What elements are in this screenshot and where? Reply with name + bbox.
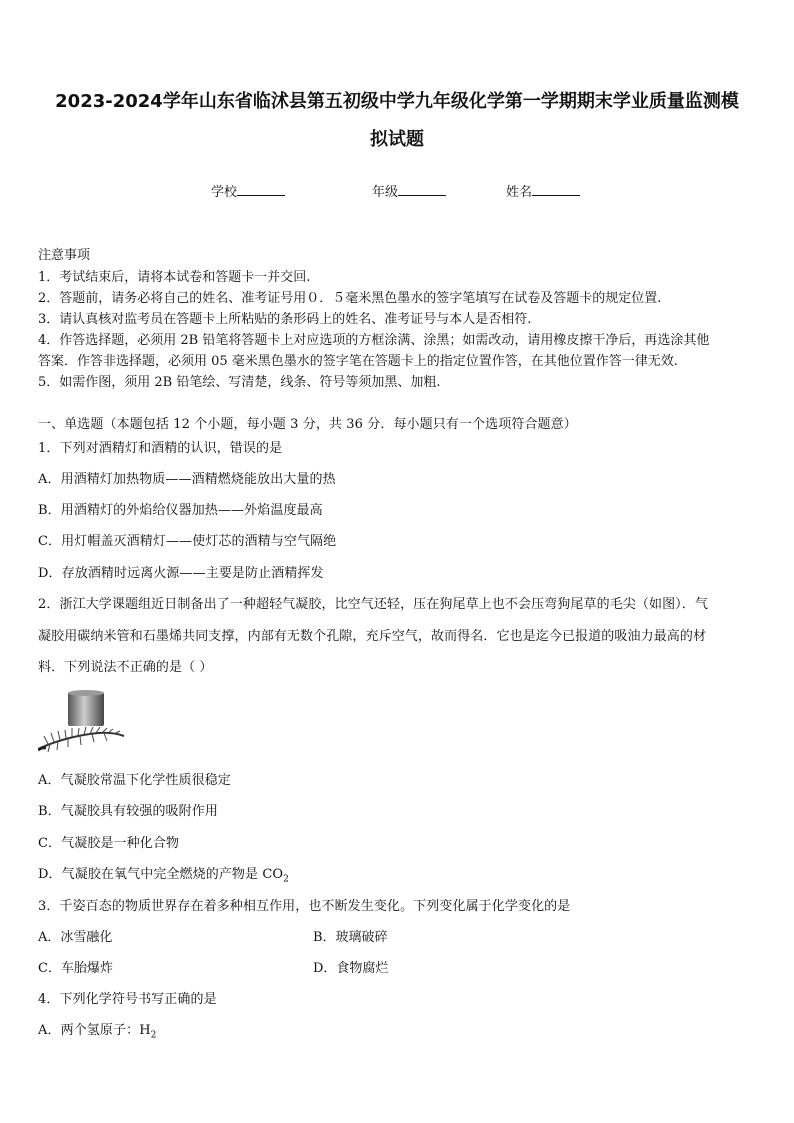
q1-option-d: D．存放酒精时远离火源——主要是防止酒精挥发 xyxy=(38,566,324,581)
q1-option-b: B．用酒精灯的外焰给仪器加热——外焰温度最高 xyxy=(38,503,323,518)
q2-option-d xyxy=(38,863,289,885)
grade-label: 年级 xyxy=(372,185,399,200)
q2-stem-line1: 2．浙江大学课题组近日制备出了一种超轻气凝胶，比空气还轻，压在狗尾草上也不会压弯狗尾草的毛尖（如图）．气 xyxy=(38,597,708,612)
q3-option-a: A．冰雪融化 xyxy=(38,930,113,945)
q2-stem-line2: 凝胶用碳纳米管和石墨烯共同支撑，内部有无数个孔隙，充斥空气，故而得名．它也是迄今已报道的吸油力最高的材 xyxy=(38,629,707,644)
q4-option-a xyxy=(38,1019,156,1041)
notice-item-4: 4．作答选择题，必须用 2B 铅笔将答题卡上对应选项的方框涂满、涂黑；如需改动，请用橡皮擦干净后，再选涂其他 xyxy=(38,333,710,348)
grade-field xyxy=(372,181,446,200)
notice-item-4-cont: 答案．作答非选择题，必须用 05 毫米黑色墨水的签字笔在答题卡上的指定位置作答，在其他位置作答一律无效. xyxy=(38,354,678,369)
q2-stem-line3: 料．下列说法不正确的是（ ） xyxy=(38,660,213,675)
section-heading: 一、单选题（本题包括 12 个小题，每小题 3 分，共 36 分．每小题只有一个选项符合题意） xyxy=(38,417,577,432)
school-blank[interactable] xyxy=(237,183,285,196)
name-blank[interactable] xyxy=(532,183,580,196)
notice-item-2: 2．答题前，请务必将自己的姓名、准考证号用０．５毫米黑色墨水的签字笔填写在试卷及答题卡的规定位置. xyxy=(38,291,662,306)
notice-heading: 注意事项 xyxy=(38,248,91,263)
q3-stem: 3．千姿百态的物质世界存在着多种相互作用，也不断发生变化。下列变化属于化学变化的是 xyxy=(38,899,571,914)
school-field xyxy=(211,181,285,200)
q2-option-b: B．气凝胶具有较强的吸附作用 xyxy=(38,804,218,819)
q4-option-a-text: A．两个氢原子：H xyxy=(38,1023,151,1038)
notice-item-3: 3．请认真核对监考员在答题卡上所粘贴的条形码上的姓名、准考证号与本人是否相符. xyxy=(38,312,532,327)
grade-blank[interactable] xyxy=(398,183,446,196)
q1-option-c: C．用灯帽盖灭酒精灯——使灯芯的酒精与空气隔绝 xyxy=(38,534,337,549)
q4-option-a-subscript: 2 xyxy=(150,1030,157,1041)
q1-option-a: A．用酒精灯加热物质——酒精燃烧能放出大量的热 xyxy=(38,472,336,487)
name-field xyxy=(506,181,580,200)
q3-option-b: B．玻璃破碎 xyxy=(313,930,388,945)
q2-option-d-text: D．气凝胶在氧气中完全燃烧的产物是 CO xyxy=(38,867,284,882)
q2-option-c: C．气凝胶是一种化合物 xyxy=(38,836,180,851)
notice-item-1: 1．考试结束后，请将本试卷和答题卡一并交回. xyxy=(38,270,311,285)
q1-stem: 1．下列对酒精灯和酒精的认识，错误的是 xyxy=(38,441,283,456)
aerogel-on-grass-figure xyxy=(38,690,128,754)
exam-title-line1: 2023-2024学年山东省临沭县第五初级中学九年级化学第一学期期末学业质量监测模 xyxy=(55,91,739,112)
school-label: 学校 xyxy=(211,185,238,200)
exam-title-line2: 拟试题 xyxy=(370,129,424,150)
notice-item-5: 5．如需作图，须用 2B 铅笔绘、写清楚，线条、符号等须加黑、加粗. xyxy=(38,375,441,390)
q2-option-a: A．气凝胶常温下化学性质很稳定 xyxy=(38,773,231,788)
name-label: 姓名 xyxy=(506,185,533,200)
q4-stem: 4．下列化学符号书写正确的是 xyxy=(38,992,217,1007)
q3-option-d: D．食物腐烂 xyxy=(313,961,389,976)
q3-option-c: C．车胎爆炸 xyxy=(38,961,113,976)
q2-option-d-subscript: 2 xyxy=(283,874,289,885)
